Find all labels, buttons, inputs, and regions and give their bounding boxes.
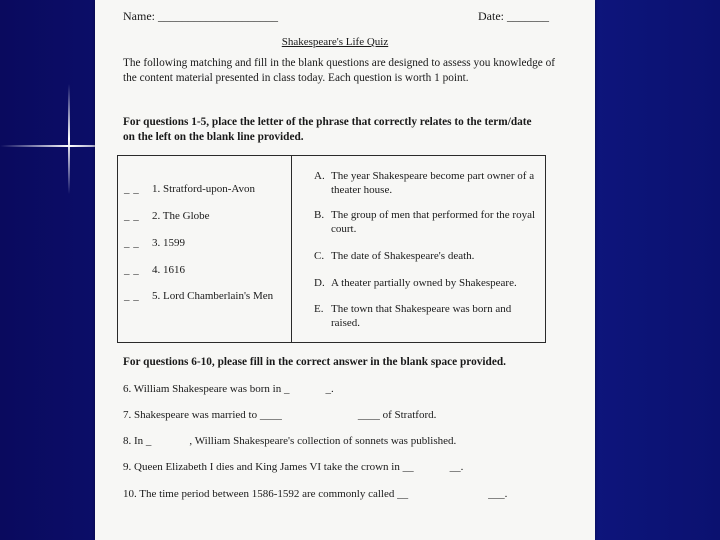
name-field-label: Name: ____________________ — [123, 9, 278, 23]
section1-instructions: For questions 1-5, place the letter of the phrase that correctly relates to the term/date on the left on the blank line provided. — [123, 116, 532, 143]
term-text: 1. Stratford-upon-Avon — [152, 183, 256, 195]
matching-term — [124, 209, 284, 223]
matching-term — [124, 182, 284, 196]
matching-term — [124, 263, 284, 277]
fill-in-question — [123, 487, 507, 501]
matching-term — [124, 289, 284, 303]
question-text: 9. Queen Elizabeth I dies and King James VI take the crown in __ — [123, 461, 414, 473]
answer-blank[interactable]: _ _ — [124, 264, 140, 276]
question-text-end: ____ of Stratford. — [357, 409, 437, 421]
fill-in-question — [123, 434, 456, 448]
option-letter: C. — [314, 250, 325, 262]
option-letter: B. — [314, 209, 325, 221]
quiz-document — [95, 0, 595, 540]
option-text: The group of men that performed for the royal court. — [331, 209, 536, 235]
option-letter: E. — [314, 303, 324, 315]
document-title: Shakespeare's Life Quiz — [281, 36, 389, 48]
question-text-end: __. — [449, 461, 464, 473]
section2-instructions: For questions 6-10, please fill in the correct answer in the blank space provided. — [123, 356, 506, 368]
question-text: 6. William Shakespeare was born in _ — [123, 383, 290, 395]
question-text: 10. The time period between 1586-1592 are commonly called __ — [123, 488, 409, 500]
question-text: 7. Shakespeare was married to ____ — [123, 409, 282, 421]
sparkle-decoration — [68, 84, 70, 194]
term-text: 3. 1599 — [152, 237, 185, 249]
table-divider — [291, 156, 292, 342]
term-text: 5. Lord Chamberlain's Men — [152, 290, 274, 302]
question-text-end: , William Shakespeare's collection of sonnets was published. — [189, 435, 457, 447]
term-text: 4. 1616 — [152, 264, 185, 276]
term-text: 2. The Globe — [152, 210, 210, 222]
answer-blank[interactable]: _ _ — [124, 237, 140, 249]
question-text-end: ___. — [488, 488, 508, 500]
matching-table — [117, 155, 546, 343]
question-text-end: _. — [325, 383, 334, 395]
option-text: The year Shakespeare become part owner of a theater house. — [331, 170, 535, 196]
answer-blank[interactable]: _ _ — [124, 183, 140, 195]
option-text: A theater partially owned by Shakespeare. — [331, 277, 517, 289]
question-text: 8. In _ — [123, 435, 152, 447]
fill-in-question — [123, 460, 463, 474]
fill-in-question — [123, 408, 436, 422]
option-letter: D. — [314, 277, 325, 289]
intro-paragraph: The following matching and fill in the blank questions are designed to assess you knowledge of the content material presented in class today. Each question is worth 1 point. — [123, 57, 556, 84]
fill-in-question — [123, 382, 334, 396]
matching-term — [124, 236, 284, 250]
option-text: The date of Shakespeare's death. — [331, 250, 475, 262]
date-field-label: Date: _______ — [478, 9, 549, 23]
option-letter: A. — [314, 170, 325, 182]
answer-blank[interactable]: _ _ — [124, 290, 140, 302]
answer-blank[interactable]: _ _ — [124, 210, 140, 222]
option-text: The town that Shakespeare was born and raised. — [331, 303, 512, 329]
